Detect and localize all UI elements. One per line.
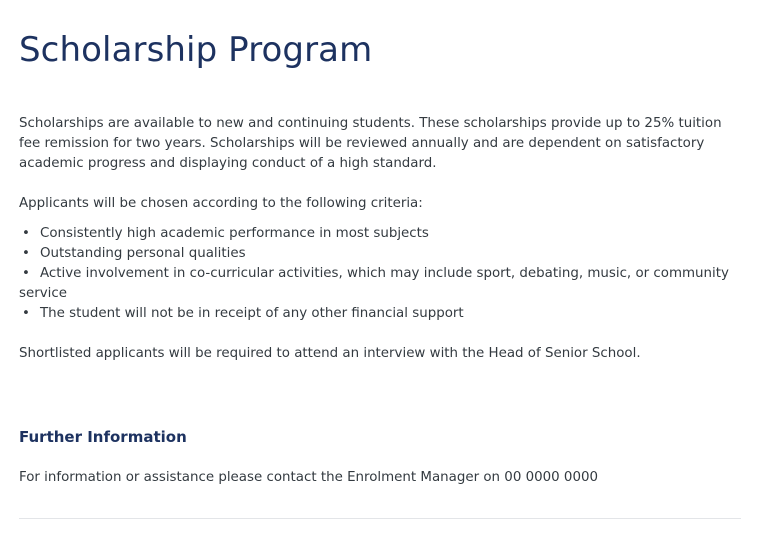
bullet-icon: •	[22, 246, 30, 261]
criteria-item-personal: Outstanding personal qualities	[40, 246, 246, 261]
page-title: Scholarship Program	[19, 30, 373, 70]
criteria-list	[19, 224, 739, 324]
criteria-item-cocurricular: Active involvement in co-curricular activities, which may include sport, debating, music, or community service	[19, 266, 729, 301]
further-information-heading: Further Information	[19, 428, 187, 446]
list-item	[19, 224, 739, 244]
list-item	[19, 244, 739, 264]
bullet-icon: •	[22, 226, 30, 241]
bullet-icon: •	[22, 266, 30, 281]
shortlist-paragraph: Shortlisted applicants will be required to attend an interview with the Head of Senior School.	[19, 346, 641, 361]
divider	[19, 518, 741, 519]
criteria-item-academic: Consistently high academic performance in most subjects	[40, 226, 429, 241]
criteria-item-financial: The student will not be in receipt of any other financial support	[40, 306, 464, 321]
list-item	[19, 304, 739, 324]
contact-paragraph: For information or assistance please contact the Enrolment Manager on 00 0000 0000	[19, 470, 599, 485]
bullet-icon: •	[22, 306, 30, 321]
list-item	[19, 264, 739, 304]
criteria-lead-text: Applicants will be chosen according to the following criteria:	[19, 196, 423, 211]
intro-paragraph: Scholarships are available to new and continuing students. These scholarships provide up to 25% tuition fee remission for two years. Scholarships will be reviewed annually and are dependent on satisfactory academic progress and displaying conduct of a high standard.	[19, 116, 722, 171]
